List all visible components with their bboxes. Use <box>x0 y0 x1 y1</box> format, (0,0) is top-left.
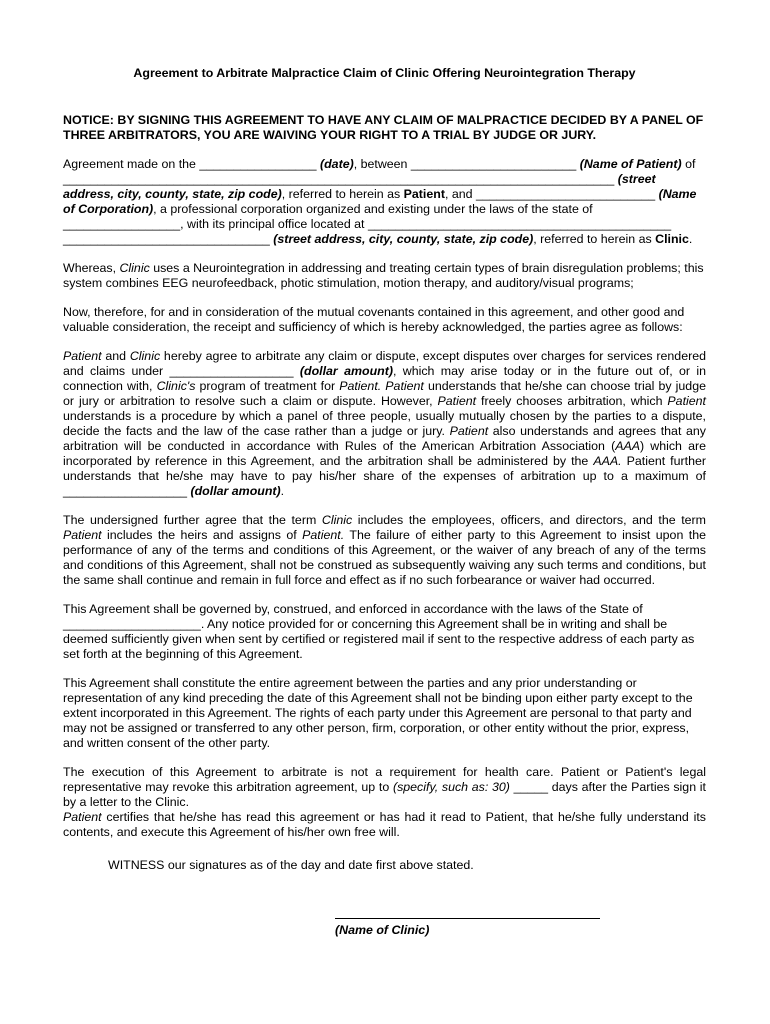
signature-line[interactable] <box>335 918 600 919</box>
parties-paragraph: Agreement made on the _________________ (date), between ________________________ (Name of Patient) of ________________________________________________________________________________ (street address, city, county, state, zip code), referred to herein as Patient, and __________________________ (Name of Corporation), a professional corporation organized and existing under the laws of the state of _________________, with its principal office located at ____________________________________________ ______________________________ (street address, city, county, state, zip code), referred to herein as Clinic. <box>63 157 697 246</box>
revocation-paragraph: The execution of this Agreement to arbitrate is not a requirement for health care. Patient or Patient's legal representative may revoke this arbitration agreement, up to (specify, such as: 30) _____ days after the Parties sign it by a letter to the Clinic. <box>63 765 706 809</box>
terms-paragraph: The undersigned further agree that the term Clinic includes the employees, officers, and directors, and the term Patient includes the heirs and assigns of Patient. The failure of either party to this Agreement to insist upon the performance of any of the terms and conditions of this Agreement, or the waiver of any breach of any of the terms and conditions of this Agreement, shall not be construed as subsequently waiving any such terms and conditions, but the same shall continue and remain in full force and effect as if no such forbearance or waiver had occurred. <box>63 513 707 587</box>
certification-paragraph: Patient certifies that he/she has read this agreement or has had it read to Patient, that he/she fully understand its contents, and execute this Agreement of his/her own free will. <box>63 810 706 839</box>
witness-statement: WITNESS our signatures as of the day and date first above stated. <box>108 858 474 872</box>
document-title: Agreement to Arbitrate Malpractice Claim of Clinic Offering Neurointegration Therapy <box>133 66 636 80</box>
whereas-paragraph: Whereas, Clinic uses a Neurointegration in addressing and treating certain types of brain disregulation problems; this system combines EEG neurofeedback, photic stimulation, motion therapy, and auditory/visual programs; <box>63 261 704 290</box>
notice-paragraph: NOTICE: BY SIGNING THIS AGREEMENT TO HAVE ANY CLAIM OF MALPRACTICE DECIDED BY A PANEL OF THREE ARBITRATORS, YOU ARE WAIVING YOUR RIGHT TO A TRIAL BY JUDGE OR JURY. <box>63 113 704 142</box>
governing-law-paragraph: This Agreement shall be governed by, construed, and enforced in accordance with the laws of the State of ____________________. Any notice provided for or concerning this Agreement shall be in writing and shall be deemed sufficiently given when sent by certified or registered mail if sent to the respective address of each party as set forth at the beginning of this Agreement. <box>63 602 695 661</box>
signature-label: (Name of Clinic) <box>335 923 430 937</box>
signature-block <box>335 918 600 938</box>
consideration-paragraph: Now, therefore, for and in consideration of the mutual covenants contained in this agreement, and other good and valuable consideration, the receipt and sufficiency of which is hereby acknowledged, the parties agree as follows: <box>63 305 685 334</box>
entire-agreement-paragraph: This Agreement shall constitute the entire agreement between the parties and any prior understanding or representation of any kind preceding the date of this Agreement shall not be binding upon either party except to the extent incorporated in this Agreement. The rights of each party under this Agreement are personal to that party and may not be assigned or transferred to any other person, firm, corporation, or other entity without the prior, express, and written consent of the other party. <box>63 676 693 750</box>
arbitration-paragraph: Patient and Clinic hereby agree to arbitrate any claim or dispute, except disputes over charges for services rendered and claims under __________________ (dollar amount), which may arise today or in the future out of, or in connection with, Clinic's program of treatment for Patient. Patient understands that he/she can choose trial by judge or jury or arbitration to resolve such a claim or dispute. However, Patient freely chooses arbitration, which Patient understands is a procedure by which a panel of three people, usually mutually chosen by the parties to a dispute, decide the facts and the law of the case rather than a judge or jury. Patient also understands and agrees that any arbitration will be conducted in accordance with Rules of the American Arbitration Association (AAA) which are incorporated by reference in this Agreement, and the arbitration shall be administered by the AAA. Patient further understands that he/she may have to pay his/her share of the expenses of arbitration up to a maximum of __________________ (dollar amount). <box>63 349 707 498</box>
